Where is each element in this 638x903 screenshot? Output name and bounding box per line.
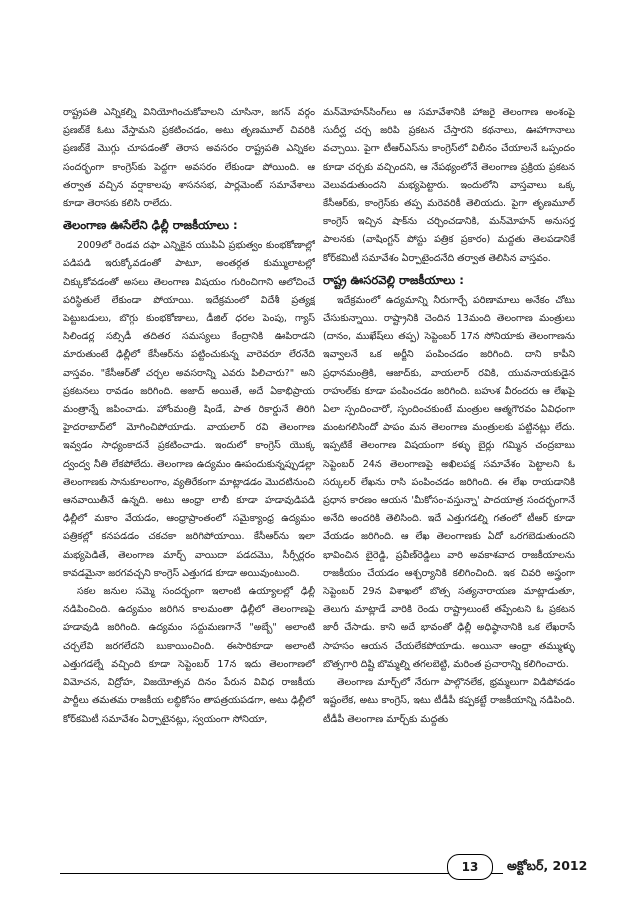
left-column (63, 104, 315, 844)
paragraph: ఇదేక్రమంలో ఉద్యమాన్ని నీరుగార్చే పరిణామాలు అనేకం చోటు చేసుకున్నాయి. రాష్ట్రానికి చెందిన 13మంది తెలంగాణ మంత్రులు (దానం, ముఖేష్‌లు తప్ప) సెప్టెంబర్ 17న సోనియాకు తెలంగాణను ఇవ్వాలనే ఒక అర్జీని పంపించడం జరిగింది. దాని కాపీని ప్రధానమంత్రికి, ఆజాద్‌కు, వాయలార్ రవికి, యువనాయకుడైన రాహుల్‌కు కూడా పంపించడం జరిగింది. బహుశ వీరందరు ఆ లేఖపై ఏలా స్పందించారో, స్పందించకుంటే మంత్రుల ఆత్మగౌరవం ఏవిధంగా మంటగలిసిందో పాపం మన తెలంగాణ మంత్రులకు పట్టినట్లు లేదు. ఇప్పటికే తెలంగాణ విషయంగా కళ్ళు బైర్లు గమ్మిన చంద్రబాబు సెప్టెంబర్ 24న తెలంగాణపై అఖిలపక్ష సమావేశం పెట్టాలని ఓ సర్కులర్ లేఖను రాసి పంపించడం జరిగింది. ఈ లేఖ రాయడానికి ప్రధాన కారణం ఆయన 'మీకోసం-వస్తున్నా' పాదయాత్ర సందర్భంగానే అనేది అందరికి తెలిసింది. ఇదే ఎత్తుగడల్ని గతంలో టీఆర్ కూడా వేయడం జరిగింది. ఆ లేఖ తెలంగాణకు ఏదో ఒరగబెడుతుందని భావించిన బైరెడ్డి, ప్రవీణ్‌రెడ్డిలు వారి అవకాశవాద రాజకీయాలను రాజకీయం చేయడం ఆశ్చర్యానికి కలిగించింది. ఇక చివరి అస్త్రంగా సెప్టెంబర్ 29న విశాఖలో బొత్స సత్యనారాయణ మాట్లాడుతూ, తెలుగు మాట్లాడే వారికి రెండు రాష్ట్రాలుంటే తప్పేంటని ఓ ప్రకటన జారీ చేసాడు. కాని అదే భావంతో ఢిల్లీ అధిష్ఠానానికి ఒక లేఖరాసే సాహసం ఆయన చేయలేకపోయాడు. అయినా ఆంధ్రా తమ్ముళ్ళు బొత్సగారి దిష్టి బొమ్మల్ని తగలబెట్టి, మరింత ప్రచారాన్ని కలిగించారు. (323, 294, 575, 670)
paragraph: మన్‌మోహన్‌సింగ్‌లు ఆ సమావేశానికి హాజరై తెలంగాణ అంశంపై సుదీర్ఘ చర్చ జరిపి ప్రకటన చేస్తారని కథనాలు, ఊహాగానాలు వచ్చాయి. పైగా టీఆర్ఎస్‌ను కాంగ్రెస్‌లో విలీనం చేయాలనే ఒప్పందం కూడా చర్చకు వచ్చిందని, ఆ నేపథ్యంలోనే తెలంగాణ ప్రక్రియ ప్రకటన వెలువడుతుందని మభ్యపెట్టారు. ఇందులోని వాస్తవాలు ఒక్క కేసీఆర్‌కు, కాంగ్రెస్‌కు తప్ప మరెవరికీ తెలియదు. పైగా తృణమూల్ కాంగ్రెస్ ఇచ్చిన షాక్‌ను చర్చించడానికి, మన్‌మోహన్ అనుసర్త పాలనకు (వాషింగ్టన్ పోస్టు పత్రిక ప్రకారం) మద్దతు తెలపడానికే కోర్‌కమిటీ సమావేశం ఏర్పాటైందనేది తర్వాత తెలిసిన వాస్తవం. (323, 107, 575, 264)
paragraph: సకల జనుల సమ్మె సందర్భంగా ఇలాంటి ఉయ్యాలల్లో ఢిల్లీ నడిపించింది. ఉద్యమం జరిగిన కాలమంతా ఢిల్లీలో తెలంగాణపై హడావుడి జరిగింది. ఉద్యమం సద్దుమణగానే "అబ్బే" అలాంటి చర్చలేవి జరగలేదని బుకాయించింది. ఈసారికూడా అలాంటి ఎత్తుగడల్నే వచ్చింది కూడా సెప్టెంబర్ 17న ఇదు తెలంగాణలో విమోచన, విద్రోహ, విజయోత్సవ దినం పేరున వివిధ రాజకీయ పార్టీలు తమతమ రాజకీయ లబ్ధికోసం తాపత్రయపడగా, అటు ఢిల్లీలో కోర్‌కమిటీ సమావేశం ఏర్పాటైనట్లు, స్వయంగా సోనియా, (63, 586, 315, 725)
page-footer (447, 852, 591, 882)
issue-date: అక్టోబర్, 2012 (503, 858, 591, 877)
section-heading: తెలంగాణ ఊసేలేని ఢిల్లీ రాజకీయాలు : (63, 218, 238, 233)
right-column (323, 104, 575, 844)
paragraph: తెలంగాణ మార్చ్‌లో నేరుగా పాల్గొనలేక, భ్రమ్మలుగా విడిపోవడం ఇష్టంలేక, అటు కాంగ్రెస్, ఇటు టీడీపీ కప్పకట్టే రాజకీయాన్ని నడిపింది. టీడీపీ తెలంగాణ మార్చ్‌కు మద్దతు (323, 677, 575, 725)
section-heading: రాష్ట్ర ఊసరవెల్లి రాజకీయాలు : (323, 272, 464, 287)
paragraph: 2009లో రెండవ దఫా ఎన్నికైన యుపిఏ ప్రభుత్వం కుంభకోణాల్లో పడిపడి ఇరుక్కోవడంతో పాటూ, అంతర్గత కుమ్ములాటల్లో చిక్కుకోవడంతో అసలు తెలంగాణ విషయం గురించిగాని ఆలోచించే పరిస్థితులే లేకుండా పోయాయి. ఇదేక్రమంలో విదేశీ ప్రత్యక్ష పెట్టుబడులు, బొగ్గు కుంభకోణాలు, డీజిల్ ధరల పెంపు, గ్యాస్ సిలిండర్ల సబ్సిడీ తదితర సమస్యలు కేంద్రానికి ఊపిరాడని మారుతుంటే ఢిల్లీలో కేసీఆర్‌ను పట్టించుకున్న వారెవరూ లేరనేది వాస్తవం. "కేసీఆర్‌తో చర్చల అవసరాన్ని ఎవరు పిలిచారు?" అని ప్రకటనలు రావడం జరిగింది. అజాద్ అయితే, అదే ఏకాభిప్రాయ మంత్రాన్నే జపించాడు. హోంమంత్రి షిండే, పాత రికార్డునే తిరిగి హైదరాబాద్‌లో మోగించిపోయాడు. వాయలార్ రవి తెలంగాణ ఇవ్వడం సాధ్యంకాదనే ప్రకటించాడు. ఇందులో కాంగ్రెస్ యొక్క ద్వంద్వ నీతి లేకపోలేదు. తెలంగాణ ఉద్యమం ఊపందుకున్నప్పుడల్లా తెలంగాణకు సానుకూలంగాం, వ్యతిరేకంగా మాట్లాడడం మొదటినుంచి ఆనవాయితీనే ఉన్నది. అటు ఆంధ్రా లాబీ కూడా హడావుడిపడి ఢిల్లీలో మకాం వేయడం, ఆంధ్రాప్రాంతంలో సమైక్యాంధ్ర ఉద్యమం పత్రికల్లో కనపడడం చకచకా జరిగిపోయాయి. కేసీఆర్‌ను ఇలా మభ్యపెడితే, తెలంగాణ మార్చ్ వాయిదా పడదమొ, సీర్సీర్లరం కావడమైనా జరగవచ్చని కాంగ్రెస్ ఎత్తుగడ కూడా అయివుంటుంది. (63, 240, 315, 579)
paragraph: రాష్ట్రపతి ఎన్నికల్ని వినియోగించుకోవాలని చూసినా, జగన్ వర్గం ప్రణబ్‌కే ఓటు వేస్తామని ప్రకటించడం, అటు తృణమూల్ చివరికి ప్రణబ్‌కే మొగ్గు చూపడంతో తెరాస అవసరం రాష్ట్రపతి ఎన్నికల సందర్భంగా కాంగ్రెస్‌కు పెద్దగా అవసరం లేకుండా పోయింది. ఆ తర్వాత వచ్చిన వర్షాకాలపు శాసనసభ, పార్లమెంట్ సమావేశాలు కూడా తెరాసకు కలిసి రాలేదు. (63, 107, 315, 210)
page-number: 13 (447, 854, 493, 880)
